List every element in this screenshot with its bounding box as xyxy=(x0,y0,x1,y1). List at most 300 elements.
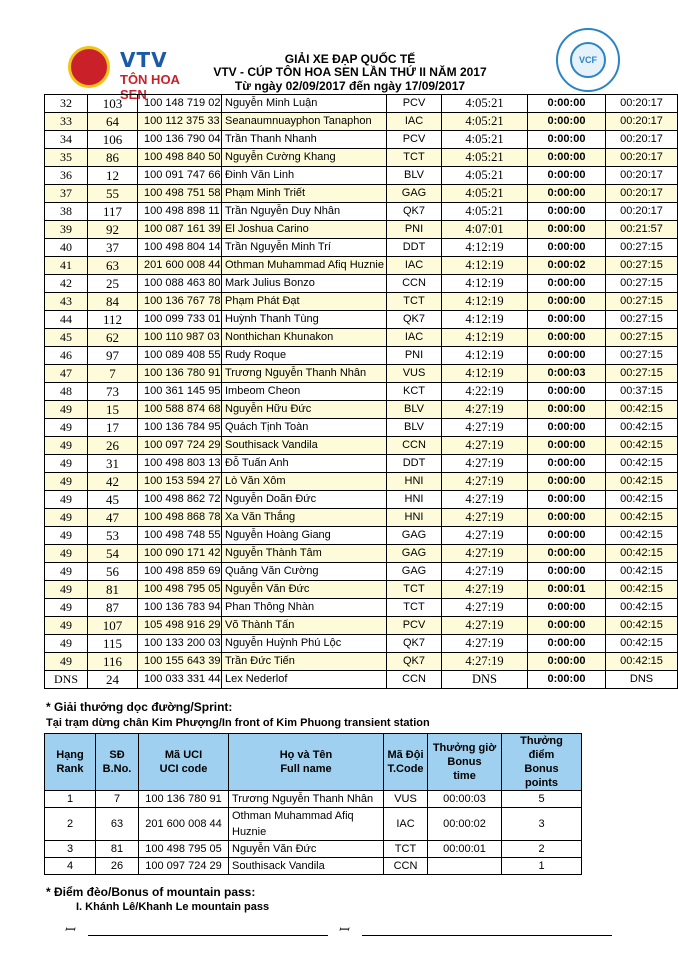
cell-gap: 00:20:17 xyxy=(606,149,678,167)
cell-time: 4:27:19 xyxy=(442,401,528,419)
cell-bib: 81 xyxy=(88,581,138,599)
sprint-cell-rank: 3 xyxy=(45,841,96,858)
cyclist-emblem-icon xyxy=(68,46,110,88)
cell-team: CCN xyxy=(387,437,442,455)
table-row xyxy=(45,221,678,239)
cell-gap: 00:20:17 xyxy=(606,95,678,113)
cell-name: Võ Thành Tấn xyxy=(222,617,387,635)
cell-rank: 46 xyxy=(45,347,88,365)
signature-line-right xyxy=(362,935,612,936)
cell-team: HNI xyxy=(387,491,442,509)
cell-team: KCT xyxy=(387,383,442,401)
cell-gap: 00:42:15 xyxy=(606,617,678,635)
cell-team: TCT xyxy=(387,149,442,167)
cell-time: 4:27:19 xyxy=(442,419,528,437)
cell-uci: 100 498 859 69 xyxy=(138,563,222,581)
cell-time: 4:27:19 xyxy=(442,491,528,509)
cell-name: Rudy Roque xyxy=(222,347,387,365)
cell-time: 4:12:19 xyxy=(442,293,528,311)
cell-bib: 31 xyxy=(88,455,138,473)
sprint-cell-bonus-time: 00:00:02 xyxy=(428,808,502,841)
cell-team: PCV xyxy=(387,95,442,113)
cell-rank: 44 xyxy=(45,311,88,329)
cell-rank: 49 xyxy=(45,437,88,455)
cell-rank: 49 xyxy=(45,401,88,419)
cell-name: El Joshua Carino xyxy=(222,221,387,239)
cell-time: 4:27:19 xyxy=(442,563,528,581)
cell-uci: 100 089 408 55 xyxy=(138,347,222,365)
cell-name: Nguyễn Hoàng Giang xyxy=(222,527,387,545)
cell-bonus: 0:00:00 xyxy=(528,203,606,221)
table-row xyxy=(45,545,678,563)
cell-time: 4:05:21 xyxy=(442,203,528,221)
table-row xyxy=(45,527,678,545)
cell-time: 4:27:19 xyxy=(442,527,528,545)
cell-bonus: 0:00:00 xyxy=(528,239,606,257)
cell-team: IAC xyxy=(387,329,442,347)
cell-team: DDT xyxy=(387,455,442,473)
cell-team: GAG xyxy=(387,185,442,203)
cell-rank: 39 xyxy=(45,221,88,239)
sprint-cell-uci: 100 498 795 05 xyxy=(139,841,229,858)
table-row xyxy=(45,365,678,383)
cell-bonus: 0:00:00 xyxy=(528,653,606,671)
sprint-header-bonus-points: Thưởng điểm Bonus points xyxy=(502,734,582,791)
cell-uci: 100 498 804 14 xyxy=(138,239,222,257)
cell-team: BLV xyxy=(387,167,442,185)
cell-team: VUS xyxy=(387,365,442,383)
cell-time: 4:12:19 xyxy=(442,311,528,329)
logo-ton-hoa-sen-text: TÔN HOA SEN xyxy=(120,72,180,102)
cell-time: 4:27:19 xyxy=(442,545,528,563)
cell-uci: 100 133 200 03 xyxy=(138,635,222,653)
cell-gap: 00:20:17 xyxy=(606,203,678,221)
table-row xyxy=(45,791,582,808)
table-row xyxy=(45,509,678,527)
cell-time: 4:27:19 xyxy=(442,473,528,491)
cell-uci: 201 600 008 44 xyxy=(138,257,222,275)
cell-bib: 107 xyxy=(88,617,138,635)
cell-bonus: 0:00:00 xyxy=(528,437,606,455)
cell-time: 4:27:19 xyxy=(442,635,528,653)
cell-uci: 100 588 874 68 xyxy=(138,401,222,419)
cell-time: 4:05:21 xyxy=(442,185,528,203)
cell-bib: 116 xyxy=(88,653,138,671)
cell-name: Phạm Phát Đạt xyxy=(222,293,387,311)
cell-rank: 41 xyxy=(45,257,88,275)
cell-rank: 43 xyxy=(45,293,88,311)
table-row xyxy=(45,841,582,858)
cell-bib: 103 xyxy=(88,95,138,113)
cell-gap: 00:42:15 xyxy=(606,635,678,653)
cell-time: 4:07:01 xyxy=(442,221,528,239)
cell-time: 4:12:19 xyxy=(442,257,528,275)
cell-bib: 87 xyxy=(88,599,138,617)
cell-team: PNI xyxy=(387,221,442,239)
cell-team: TCT xyxy=(387,599,442,617)
sprint-header-bonus-time: Thưởng giờ Bonus time xyxy=(428,734,502,791)
cell-gap: 00:27:15 xyxy=(606,239,678,257)
sprint-header-uci: Mã UCI UCI code xyxy=(139,734,229,791)
cell-name: Nguyễn Minh Luận xyxy=(222,95,387,113)
cell-bib: 55 xyxy=(88,185,138,203)
sprint-cell-team: VUS xyxy=(384,791,428,808)
sprint-cell-bib: 81 xyxy=(96,841,139,858)
cell-time: 4:27:19 xyxy=(442,437,528,455)
table-row xyxy=(45,167,678,185)
cell-team: CCN xyxy=(387,671,442,689)
cell-uci: 100 099 733 01 xyxy=(138,311,222,329)
cell-name: Southisack Vandila xyxy=(222,437,387,455)
cell-bonus: 0:00:00 xyxy=(528,185,606,203)
sprint-header-rank: Hạng Rank xyxy=(45,734,96,791)
vtv-ton-hoa-sen-logo xyxy=(60,42,190,102)
cell-uci: 100 153 594 27 xyxy=(138,473,222,491)
cell-team: QK7 xyxy=(387,653,442,671)
sprint-cell-bib: 63 xyxy=(96,808,139,841)
cell-bonus: 0:00:00 xyxy=(528,473,606,491)
cell-rank: 49 xyxy=(45,635,88,653)
cell-gap: 00:20:17 xyxy=(606,185,678,203)
table-row xyxy=(45,455,678,473)
cell-bib: 47 xyxy=(88,509,138,527)
cell-gap: 00:27:15 xyxy=(606,329,678,347)
table-row xyxy=(45,635,678,653)
cell-rank: 32 xyxy=(45,95,88,113)
cell-bonus: 0:00:00 xyxy=(528,455,606,473)
cell-bonus: 0:00:00 xyxy=(528,599,606,617)
cell-bib: 12 xyxy=(88,167,138,185)
cell-bonus: 0:00:00 xyxy=(528,635,606,653)
cell-name: Quách Tịnh Toàn xyxy=(222,419,387,437)
cell-rank: 38 xyxy=(45,203,88,221)
sprint-cell-bonus-points: 1 xyxy=(502,858,582,875)
cell-gap: 00:42:15 xyxy=(606,509,678,527)
cell-bib: 42 xyxy=(88,473,138,491)
cell-name: Đinh Văn Linh xyxy=(222,167,387,185)
table-row xyxy=(45,203,678,221)
table-row xyxy=(45,239,678,257)
cell-bib: 45 xyxy=(88,491,138,509)
table-row xyxy=(45,491,678,509)
cell-uci: 100 112 375 33 xyxy=(138,113,222,131)
cell-bonus: 0:00:00 xyxy=(528,563,606,581)
vcf-logo-text: VCF xyxy=(570,42,606,78)
cell-rank: 36 xyxy=(45,167,88,185)
cell-name: Lex Nederlof xyxy=(222,671,387,689)
cell-rank: 49 xyxy=(45,473,88,491)
cell-uci: 100 088 463 80 xyxy=(138,275,222,293)
cell-uci: 100 498 795 05 xyxy=(138,581,222,599)
cell-uci: 100 498 751 58 xyxy=(138,185,222,203)
cell-rank: 40 xyxy=(45,239,88,257)
cell-time: 4:12:19 xyxy=(442,275,528,293)
sprint-cell-rank: 1 xyxy=(45,791,96,808)
sprint-cell-rank: 2 xyxy=(45,808,96,841)
cell-bonus: 0:00:00 xyxy=(528,491,606,509)
cell-rank: 49 xyxy=(45,509,88,527)
cell-gap: 00:42:15 xyxy=(606,527,678,545)
cell-bib: 54 xyxy=(88,545,138,563)
signature-mark-icon: ꟷ xyxy=(64,923,75,938)
table-row xyxy=(45,149,678,167)
sprint-cell-name: Southisack Vandila xyxy=(229,858,384,875)
cell-bib: 62 xyxy=(88,329,138,347)
sprint-cell-bib: 7 xyxy=(96,791,139,808)
cell-gap: 00:42:15 xyxy=(606,581,678,599)
cell-gap: 00:20:17 xyxy=(606,167,678,185)
cell-uci: 100 155 643 39 xyxy=(138,653,222,671)
cell-rank: 48 xyxy=(45,383,88,401)
table-row xyxy=(45,329,678,347)
sprint-header-bib: SĐ B.No. xyxy=(96,734,139,791)
sprint-section-title: * Giải thưởng dọc đường/Sprint: xyxy=(46,700,233,714)
logo-vtv-text: VTV xyxy=(120,48,168,72)
cell-team: PNI xyxy=(387,347,442,365)
cell-gap: 00:27:15 xyxy=(606,347,678,365)
cell-name: Seanaumnuayphon Tanaphon xyxy=(222,113,387,131)
event-title: GIẢI XE ĐẠP QUỐC TẾ xyxy=(284,52,416,66)
sprint-cell-name: Trương Nguyễn Thanh Nhân xyxy=(229,791,384,808)
cell-bonus: 0:00:00 xyxy=(528,95,606,113)
cell-team: DDT xyxy=(387,239,442,257)
cell-uci: 100 033 331 44 xyxy=(138,671,222,689)
sprint-cell-bonus-time xyxy=(428,858,502,875)
cell-bib: 63 xyxy=(88,257,138,275)
cell-gap: 00:42:15 xyxy=(606,419,678,437)
cell-rank: 49 xyxy=(45,581,88,599)
cell-rank: 34 xyxy=(45,131,88,149)
cell-name: Huỳnh Thanh Tùng xyxy=(222,311,387,329)
cell-gap: 00:42:15 xyxy=(606,545,678,563)
cell-bib: 64 xyxy=(88,113,138,131)
sprint-cell-name: Nguyễn Văn Đức xyxy=(229,841,384,858)
cell-time: 4:05:21 xyxy=(442,149,528,167)
cell-team: CCN xyxy=(387,275,442,293)
cell-bib: 56 xyxy=(88,563,138,581)
cell-time: 4:22:19 xyxy=(442,383,528,401)
cell-uci: 100 498 840 50 xyxy=(138,149,222,167)
cell-bonus: 0:00:00 xyxy=(528,401,606,419)
cell-gap: 00:42:15 xyxy=(606,455,678,473)
cell-gap: DNS xyxy=(606,671,678,689)
sprint-cell-team: IAC xyxy=(384,808,428,841)
sprint-cell-rank: 4 xyxy=(45,858,96,875)
sprint-cell-bonus-time: 00:00:01 xyxy=(428,841,502,858)
cell-gap: 00:42:15 xyxy=(606,563,678,581)
cell-team: QK7 xyxy=(387,635,442,653)
cell-time: DNS xyxy=(442,671,528,689)
sprint-header-team: Mã Đội T.Code xyxy=(384,734,428,791)
cell-rank: 45 xyxy=(45,329,88,347)
cell-team: BLV xyxy=(387,401,442,419)
cell-time: 4:05:21 xyxy=(442,95,528,113)
table-row xyxy=(45,383,678,401)
cell-gap: 00:27:15 xyxy=(606,275,678,293)
cell-team: TCT xyxy=(387,581,442,599)
cell-team: GAG xyxy=(387,527,442,545)
cell-bonus: 0:00:00 xyxy=(528,383,606,401)
table-row xyxy=(45,473,678,491)
cell-gap: 00:27:15 xyxy=(606,293,678,311)
cell-bonus: 0:00:00 xyxy=(528,167,606,185)
cell-name: Xa Văn Thắng xyxy=(222,509,387,527)
signature-mark-icon: ꟷ xyxy=(338,923,349,938)
cell-bonus: 0:00:00 xyxy=(528,311,606,329)
cell-name: Nguyễn Cường Khang xyxy=(222,149,387,167)
cell-bonus: 0:00:00 xyxy=(528,347,606,365)
cell-bib: 117 xyxy=(88,203,138,221)
table-row xyxy=(45,419,678,437)
cell-bonus: 0:00:00 xyxy=(528,149,606,167)
cell-gap: 00:37:15 xyxy=(606,383,678,401)
cell-gap: 00:42:15 xyxy=(606,473,678,491)
table-row xyxy=(45,858,582,875)
cell-gap: 00:42:15 xyxy=(606,437,678,455)
cell-bonus: 0:00:00 xyxy=(528,509,606,527)
cell-bib: 86 xyxy=(88,149,138,167)
cell-bonus: 0:00:03 xyxy=(528,365,606,383)
cell-name: Đỗ Tuấn Anh xyxy=(222,455,387,473)
cell-name: Trần Nguyễn Duy Nhân xyxy=(222,203,387,221)
table-row xyxy=(45,581,678,599)
cell-uci: 100 498 748 55 xyxy=(138,527,222,545)
cell-name: Phạm Minh Triết xyxy=(222,185,387,203)
cell-bib: 7 xyxy=(88,365,138,383)
sprint-cell-bonus-points: 5 xyxy=(502,791,582,808)
cell-gap: 00:42:15 xyxy=(606,491,678,509)
sprint-cell-uci: 100 136 780 91 xyxy=(139,791,229,808)
sprint-cell-name: Othman Muhammad Afiq Huznie xyxy=(229,808,384,841)
cell-time: 4:27:19 xyxy=(442,509,528,527)
cell-team: TCT xyxy=(387,293,442,311)
cell-bonus: 0:00:00 xyxy=(528,671,606,689)
cell-bib: 84 xyxy=(88,293,138,311)
table-row xyxy=(45,95,678,113)
cell-name: Othman Muhammad Afiq Huznie xyxy=(222,257,387,275)
cell-rank: DNS xyxy=(45,671,88,689)
cell-bib: 106 xyxy=(88,131,138,149)
cell-bonus: 0:00:00 xyxy=(528,527,606,545)
cell-uci: 100 148 719 02 xyxy=(138,95,222,113)
cell-time: 4:05:21 xyxy=(442,167,528,185)
cell-bonus: 0:00:00 xyxy=(528,275,606,293)
cell-uci: 105 498 916 29 xyxy=(138,617,222,635)
sprint-cell-bonus-time: 00:00:03 xyxy=(428,791,502,808)
cell-name: Nguyễn Thành Tâm xyxy=(222,545,387,563)
table-row xyxy=(45,563,678,581)
cell-time: 4:12:19 xyxy=(442,329,528,347)
sprint-cell-team: CCN xyxy=(384,858,428,875)
cell-bib: 15 xyxy=(88,401,138,419)
results-table xyxy=(44,94,678,689)
table-row xyxy=(45,671,678,689)
table-row xyxy=(45,437,678,455)
cell-bonus: 0:00:00 xyxy=(528,113,606,131)
table-row xyxy=(45,599,678,617)
table-row xyxy=(45,401,678,419)
cell-bonus: 0:00:00 xyxy=(528,329,606,347)
sprint-cell-uci: 100 097 724 29 xyxy=(139,858,229,875)
event-dates: Từ ngày 02/09/2017 đến ngày 17/09/2017 xyxy=(234,79,466,93)
sprint-cell-uci: 201 600 008 44 xyxy=(139,808,229,841)
cell-rank: 49 xyxy=(45,653,88,671)
cell-bonus: 0:00:00 xyxy=(528,545,606,563)
cell-time: 4:12:19 xyxy=(442,365,528,383)
cell-rank: 35 xyxy=(45,149,88,167)
cell-team: HNI xyxy=(387,473,442,491)
sprint-section-subtitle: Tại trạm dừng chân Kim Phượng/In front of Kim Phuong transient station xyxy=(46,717,430,729)
cell-name: Nguyễn Hữu Đức xyxy=(222,401,387,419)
table-row xyxy=(45,293,678,311)
cell-bonus: 0:00:00 xyxy=(528,221,606,239)
cell-uci: 100 136 780 91 xyxy=(138,365,222,383)
cell-bib: 53 xyxy=(88,527,138,545)
sprint-cell-bonus-points: 3 xyxy=(502,808,582,841)
cell-team: GAG xyxy=(387,563,442,581)
cell-uci: 100 498 868 78 xyxy=(138,509,222,527)
cell-uci: 100 136 767 78 xyxy=(138,293,222,311)
cell-name: Nguyễn Doãn Đức xyxy=(222,491,387,509)
cell-uci: 100 110 987 03 xyxy=(138,329,222,347)
cell-bib: 25 xyxy=(88,275,138,293)
cell-time: 4:05:21 xyxy=(442,131,528,149)
cell-bonus: 0:00:00 xyxy=(528,293,606,311)
cell-gap: 00:42:15 xyxy=(606,401,678,419)
cell-bib: 112 xyxy=(88,311,138,329)
sprint-cell-bib: 26 xyxy=(96,858,139,875)
cell-bonus: 0:00:00 xyxy=(528,419,606,437)
cell-name: Quảng Văn Cường xyxy=(222,563,387,581)
sprint-header-name: Họ và Tên Full name xyxy=(229,734,384,791)
table-row xyxy=(45,347,678,365)
cell-rank: 49 xyxy=(45,563,88,581)
cell-uci: 100 091 747 66 xyxy=(138,167,222,185)
cell-uci: 100 498 862 72 xyxy=(138,491,222,509)
cell-name: Nonthichan Khunakon xyxy=(222,329,387,347)
cell-time: 4:27:19 xyxy=(442,455,528,473)
cell-rank: 37 xyxy=(45,185,88,203)
cell-time: 4:12:19 xyxy=(442,347,528,365)
cell-gap: 00:20:17 xyxy=(606,113,678,131)
cell-rank: 49 xyxy=(45,545,88,563)
cell-gap: 00:27:15 xyxy=(606,311,678,329)
table-row xyxy=(45,275,678,293)
cell-uci: 100 136 790 04 xyxy=(138,131,222,149)
signature-line-left xyxy=(88,935,328,936)
cell-gap: 00:21:57 xyxy=(606,221,678,239)
cell-gap: 00:42:15 xyxy=(606,653,678,671)
cell-time: 4:27:19 xyxy=(442,653,528,671)
cell-team: PCV xyxy=(387,131,442,149)
cell-uci: 100 136 783 94 xyxy=(138,599,222,617)
cell-bonus: 0:00:01 xyxy=(528,581,606,599)
cell-time: 4:27:19 xyxy=(442,599,528,617)
table-row xyxy=(45,185,678,203)
cell-team: QK7 xyxy=(387,311,442,329)
table-row xyxy=(45,808,582,841)
sprint-table xyxy=(44,733,582,875)
cell-bonus: 0:00:00 xyxy=(528,617,606,635)
cell-name: Trần Thanh Nhanh xyxy=(222,131,387,149)
cell-bib: 26 xyxy=(88,437,138,455)
cell-team: IAC xyxy=(387,113,442,131)
cell-bib: 92 xyxy=(88,221,138,239)
cell-bib: 37 xyxy=(88,239,138,257)
table-row xyxy=(45,113,678,131)
cell-bonus: 0:00:02 xyxy=(528,257,606,275)
cell-bonus: 0:00:00 xyxy=(528,131,606,149)
